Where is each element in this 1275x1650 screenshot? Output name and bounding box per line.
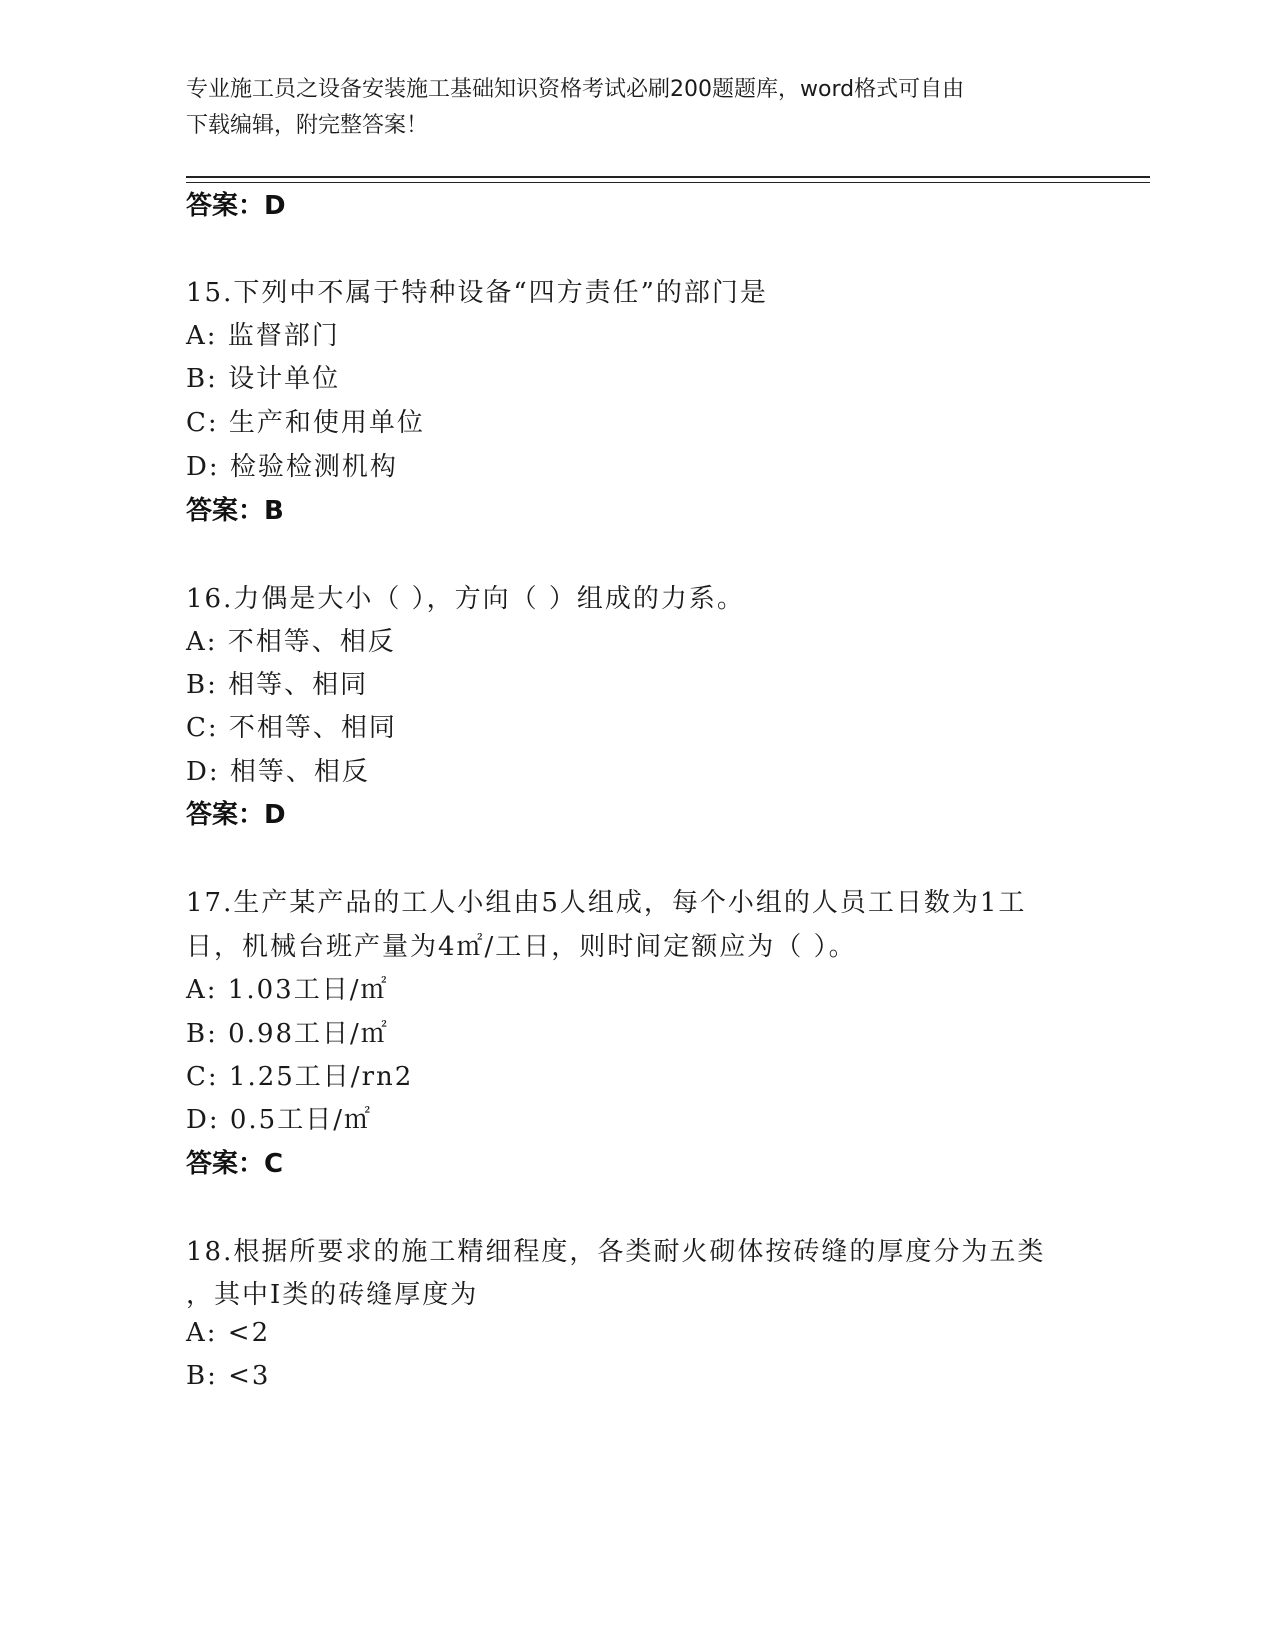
question-18-line-2: ，其中I类的砖缝厚度为 — [186, 1280, 479, 1310]
option-18-a: A: <2 — [186, 1318, 271, 1348]
header-divider — [186, 176, 1150, 178]
option-18-b: B: <3 — [186, 1361, 271, 1391]
option-16-c: C: 不相等、相同 — [186, 713, 397, 743]
option-17-a: A: 1.03工日/㎡ — [186, 975, 389, 1005]
question-16: 16.力偶是大小（ ），方向（ ）组成的力系。 — [186, 584, 745, 614]
question-17-line-2: 日，机械台班产量为4㎡/工日，则时间定额应为（ ）。 — [186, 932, 857, 962]
question-18-line-1: 18.根据所要求的施工精细程度，各类耐火砌体按砖缝的厚度分为五类 — [186, 1237, 1046, 1267]
option-17-c: C: 1.25工日/rn2 — [186, 1062, 414, 1092]
option-17-d: D: 0.5工日/㎡ — [186, 1105, 372, 1135]
option-15-a: A: 监督部门 — [186, 321, 340, 351]
question-15: 15.下列中不属于特种设备“四方责任”的部门是 — [186, 278, 768, 308]
option-16-d: D: 相等、相反 — [186, 757, 370, 787]
answer-15: 答案：B — [186, 496, 284, 526]
document-header — [186, 72, 1086, 144]
answer-17: 答案：C — [186, 1149, 284, 1179]
option-15-d: D: 检验检测机构 — [186, 452, 398, 482]
header-line-1: 专业施工员之设备安装施工基础知识资格考试必刷200题题库，word格式可自由 — [186, 77, 965, 102]
answer-16: 答案：D — [186, 800, 286, 830]
option-15-c: C: 生产和使用单位 — [186, 408, 425, 438]
question-17-line-1: 17.生产某产品的工人小组由5人组成，每个小组的人员工日数为1工 — [186, 888, 1027, 918]
option-16-a: A: 不相等、相反 — [186, 627, 396, 657]
option-16-b: B: 相等、相同 — [186, 670, 369, 700]
header-line-2: 下载编辑，附完整答案！ — [186, 113, 429, 138]
header-divider-thin — [186, 182, 1150, 183]
option-17-b: B: 0.98工日/㎡ — [186, 1019, 389, 1049]
answer-previous: 答案：D — [186, 191, 286, 221]
option-15-b: B: 设计单位 — [186, 364, 341, 394]
